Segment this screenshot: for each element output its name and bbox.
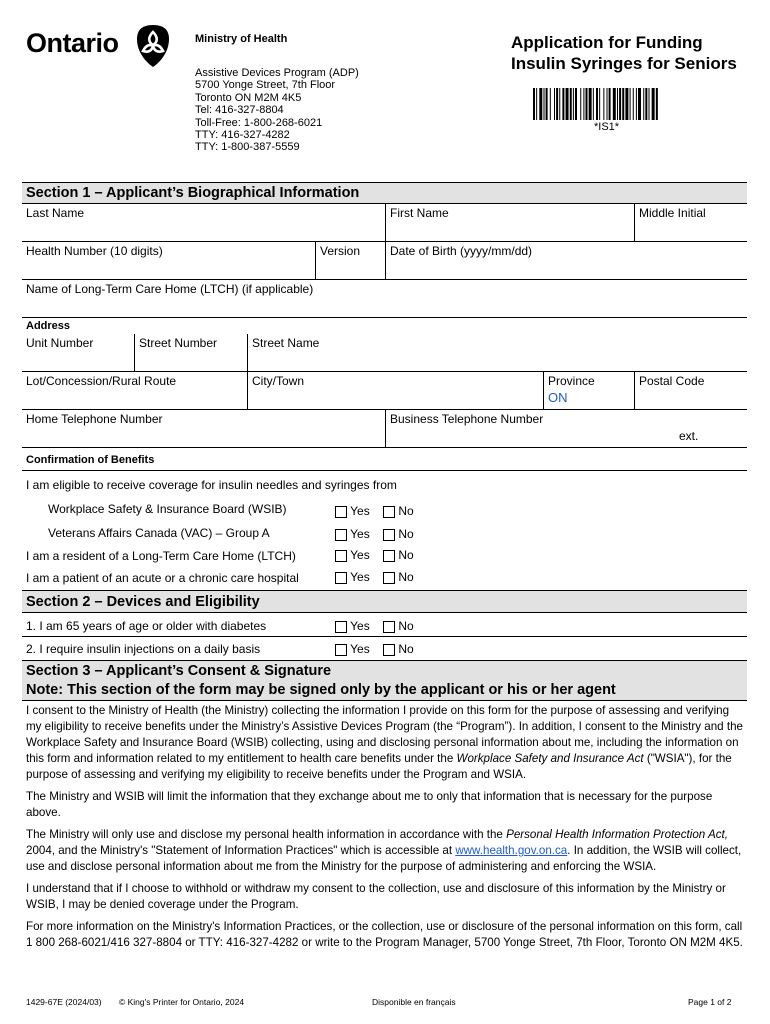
consent-paragraph-2: The Ministry and WSIB will limit the information that they exchange about me to only that information that is necessary for the purpose above. — [26, 790, 713, 819]
vac-no-checkbox[interactable] — [383, 529, 395, 541]
middle-initial-label: Middle Initial — [639, 206, 706, 220]
ltch-no-checkbox[interactable] — [383, 550, 395, 562]
section3-note: Note: This section of the form may be signed only by the applicant or his or her agent — [26, 682, 616, 698]
street-number-field[interactable] — [135, 334, 248, 372]
address-line: TTY: 416-327-4282 — [195, 129, 290, 142]
yes-label: Yes — [350, 619, 370, 633]
trillium-logo-icon — [135, 23, 171, 69]
address-line: Toronto ON M2M 4K5 — [195, 91, 302, 104]
french-available: Disponible en français — [372, 997, 456, 1007]
wsib-no-checkbox[interactable] — [383, 506, 395, 518]
hospital-patient-question: I am a patient of an acute or a chronic care hospital — [26, 571, 299, 585]
ltch-resident-question: I am a resident of a Long-Term Care Home (LTCH) — [26, 549, 296, 563]
copyright: © King's Printer for Ontario, 2024 — [119, 997, 245, 1007]
program-address — [195, 67, 359, 154]
street-number-label: Street Number — [139, 336, 218, 350]
version-field[interactable] — [316, 242, 386, 280]
consent-paragraph-1: I consent to the Ministry of Health (the Ministry) collecting the information I provide on this form for the purpose of assessing and verifying my eligibility to receive benefits under the Ministry’s Assistive Devices Program (the “Program”). In addition, I consent to the Ministry and the Workplace Safety and Insurance Board (WSIB) collecting, using and disclosing personal information about me, including the information on this form and information related to my entitlement to health care benefits under the Workplace Safety and Insurance Act ("WSIA"), for the purpose of assessing and verifying my eligibility to receive benefits under the Program and WSIA. — [26, 704, 743, 781]
yes-label: Yes — [350, 642, 370, 656]
business-phone-label: Business Telephone Number — [390, 412, 544, 426]
ltch-yes-checkbox[interactable] — [335, 550, 347, 562]
section3-heading-block — [22, 660, 747, 701]
hospital-yes-checkbox[interactable] — [335, 572, 347, 584]
no-label: No — [398, 619, 414, 633]
unit-number-field[interactable] — [22, 334, 135, 372]
yes-label: Yes — [350, 504, 370, 518]
form-title — [511, 32, 737, 74]
age-yes-no — [335, 619, 414, 633]
section3-heading: Section 3 – Applicant’s Consent & Signature — [26, 663, 332, 679]
divider — [22, 636, 747, 637]
first-name-label: First Name — [390, 206, 449, 220]
age-yes-checkbox[interactable] — [335, 621, 347, 633]
address-line: Tel: 416-327-8804 — [195, 104, 284, 117]
yes-label: Yes — [350, 548, 370, 562]
address-line: 5700 Yonge Street, 7th Floor — [195, 79, 336, 92]
health-number-label: Health Number (10 digits) — [26, 244, 163, 258]
ltch-name-field[interactable] — [22, 280, 747, 318]
wsib-yes-checkbox[interactable] — [335, 506, 347, 518]
yes-label: Yes — [350, 527, 370, 541]
street-name-field[interactable] — [248, 334, 747, 372]
postal-code-field[interactable] — [635, 372, 747, 410]
lot-concession-label: Lot/Concession/Rural Route — [26, 374, 177, 388]
wsib-question: Workplace Safety & Insurance Board (WSIB) — [48, 502, 287, 516]
insulin-yes-checkbox[interactable] — [335, 644, 347, 656]
version-label: Version — [320, 244, 361, 258]
yes-label: Yes — [350, 570, 370, 584]
city-field[interactable] — [248, 372, 544, 410]
ltch-name-label: Name of Long-Term Care Home (LTCH) (if applicable) — [26, 282, 314, 296]
hospital-no-checkbox[interactable] — [383, 572, 395, 584]
dob-label: Date of Birth (yyyy/mm/dd) — [390, 244, 533, 258]
section2-heading: Section 2 – Devices and Eligibility — [22, 590, 747, 613]
divider — [22, 470, 747, 471]
ministry-name: Ministry of Health — [195, 33, 288, 45]
dob-field[interactable] — [386, 242, 747, 280]
insulin-question: 2. I require insulin injections on a daily basis — [26, 642, 261, 656]
form-title-line2: Insulin Syringes for Seniors — [511, 54, 737, 73]
no-label: No — [398, 642, 414, 656]
unit-number-label: Unit Number — [26, 336, 94, 350]
province-label: Province — [548, 374, 595, 388]
business-phone-field[interactable] — [386, 410, 747, 448]
ltch-yes-no — [335, 548, 414, 562]
page-number: Page 1 of 2 — [688, 997, 732, 1007]
wsib-yes-no — [335, 504, 414, 518]
form-title-line1: Application for Funding — [511, 33, 703, 52]
section1-heading: Section 1 – Applicant’s Biographical Information — [22, 182, 747, 204]
last-name-label: Last Name — [26, 206, 85, 220]
no-label: No — [398, 504, 414, 518]
consent-text — [26, 703, 746, 957]
address-line: TTY: 1-800-387-5559 — [195, 141, 300, 154]
province-field[interactable] — [544, 372, 635, 410]
consent-paragraph-5: For more information on the Ministry's Information Practices, or the collection, use or disclosure of the personal information on this form, call 1 800 268-6021/416 327-8804 or TTY: 416-327-4282 or write to the Program Manager, 5700 Yonge Street, 7th Floor, Toronto ON M2M 4K5. — [26, 920, 743, 949]
no-label: No — [398, 570, 414, 584]
city-label: City/Town — [252, 374, 305, 388]
barcode-icon — [533, 88, 746, 120]
consent-paragraph-3: The Ministry will only use and disclose my personal health information in accordance with the Personal Health Information Protection Act, 2004, and the Ministry's "Statement of Information Practices" which is accessible at www.health.gov.on.ca. In addition, the WSIB will collect, use and disclose personal information about me from the Ministry for the purpose of administering and enforcing the WSIA. — [26, 828, 742, 873]
address-line: Toll-Free: 1-800-268-6021 — [195, 116, 323, 129]
home-phone-field[interactable] — [22, 410, 386, 448]
insulin-no-checkbox[interactable] — [383, 644, 395, 656]
form-number: 1429-67E (2024/03) — [26, 997, 102, 1007]
no-label: No — [398, 527, 414, 541]
address-line: Assistive Devices Program (ADP) — [195, 67, 359, 79]
home-phone-label: Home Telephone Number — [26, 412, 163, 426]
address-heading: Address — [26, 320, 71, 332]
health-gov-link[interactable]: www.health.gov.on.ca — [455, 844, 568, 857]
barcode-label: *IS1* — [594, 121, 620, 133]
province-value: ON — [548, 390, 568, 405]
middle-initial-field[interactable] — [635, 204, 747, 242]
vac-yes-checkbox[interactable] — [335, 529, 347, 541]
vac-question: Veterans Affairs Canada (VAC) – Group A — [48, 526, 270, 540]
postal-code-label: Postal Code — [639, 374, 705, 388]
street-name-label: Street Name — [252, 336, 320, 350]
age-no-checkbox[interactable] — [383, 621, 395, 633]
benefits-intro: I am eligible to receive coverage for insulin needles and syringes from — [26, 478, 397, 492]
ontario-logo-text: Ontario — [26, 28, 119, 58]
no-label: No — [398, 548, 414, 562]
hospital-yes-no — [335, 570, 414, 584]
last-name-field[interactable] — [22, 204, 386, 242]
ext-label: ext. — [679, 429, 699, 443]
benefits-heading: Confirmation of Benefits — [26, 454, 155, 466]
health-number-field[interactable] — [22, 242, 316, 280]
first-name-field[interactable] — [386, 204, 635, 242]
insulin-yes-no — [335, 642, 414, 656]
consent-paragraph-4: I understand that if I choose to withhold or withdraw my consent to the collection, use and disclosure of this information by the Ministry or WSIB, I may be denied coverage under the Program. — [26, 882, 726, 911]
age-question: 1. I am 65 years of age or older with diabetes — [26, 619, 267, 633]
vac-yes-no — [335, 527, 414, 541]
lot-concession-field[interactable] — [22, 372, 248, 410]
